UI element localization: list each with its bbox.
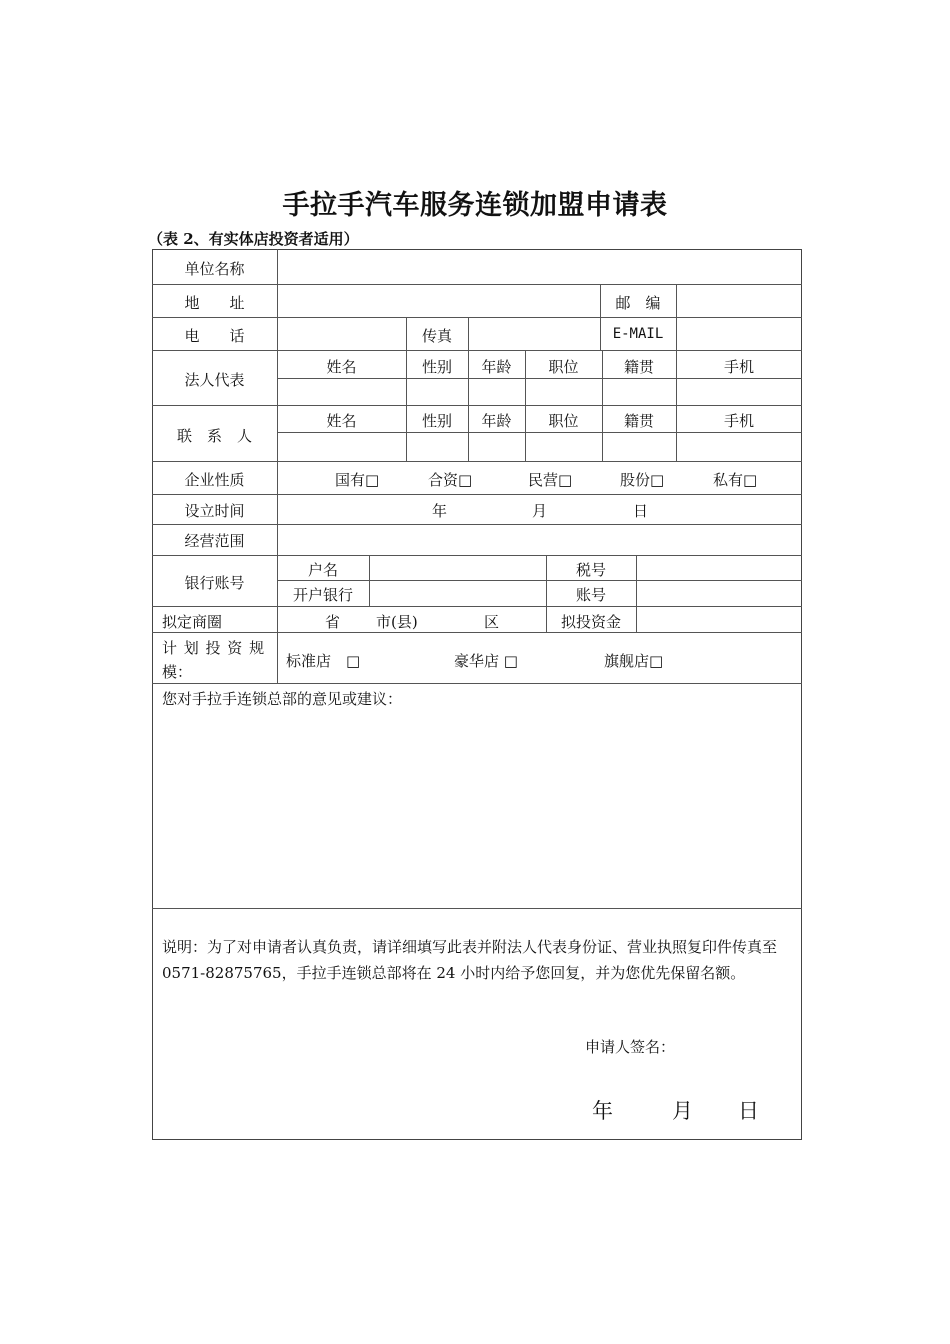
form-subtitle: （表 2、有实体店投资者适用） — [148, 230, 359, 248]
col-header-hometown: 籍贯 — [623, 412, 654, 430]
city-label: 市(县) — [376, 613, 418, 631]
address-label: 地 址 — [184, 294, 245, 312]
company-type-state-checkbox[interactable]: 国有□ — [335, 471, 380, 489]
bank-name-label: 开户银行 — [292, 586, 353, 604]
district-label: 区 — [484, 613, 500, 631]
planned-area-label: 拟定商圈 — [162, 613, 223, 631]
scale-deluxe-checkbox[interactable]: 豪华店 □ — [454, 652, 518, 670]
sign-month-label: 月 — [672, 1099, 693, 1123]
row-divider — [152, 683, 802, 684]
phone-label: 电 话 — [184, 327, 245, 345]
unit-name-label: 单位名称 — [184, 260, 245, 278]
row-divider — [152, 350, 802, 351]
scale-flagship-checkbox[interactable]: 旗舰店□ — [604, 652, 664, 670]
business-scope-label: 经营范围 — [184, 532, 245, 550]
col-header-mobile: 手机 — [723, 358, 754, 376]
col-header-gender: 性别 — [421, 358, 452, 376]
company-type-label: 企业性质 — [184, 471, 245, 489]
month-label: 月 — [532, 502, 548, 520]
col-header-position: 职位 — [548, 358, 579, 376]
day-label: 日 — [633, 502, 649, 520]
row-divider — [152, 494, 802, 495]
col-divider — [277, 249, 278, 683]
row-divider — [152, 555, 802, 556]
form-title: 手拉手汽车服务连锁加盟申请表 — [282, 190, 668, 221]
company-type-personal-checkbox[interactable]: 私有□ — [713, 471, 758, 489]
email-label: E-MAIL — [612, 326, 664, 342]
col-header-gender: 性别 — [421, 412, 452, 430]
bank-account-label: 银行账号 — [184, 574, 245, 592]
row-divider — [152, 461, 802, 462]
contact-label: 联 系 人 — [176, 427, 252, 445]
row-divider — [277, 432, 802, 433]
account-name-label: 户名 — [307, 561, 338, 579]
scale-standard-checkbox[interactable]: 标准店 □ — [286, 652, 361, 670]
row-divider — [152, 317, 802, 318]
col-header-hometown: 籍贯 — [623, 358, 654, 376]
opinion-label: 您对手拉手连锁总部的意见或建议： — [162, 690, 403, 708]
company-type-private-checkbox[interactable]: 民营□ — [528, 471, 573, 489]
sign-day-label: 日 — [738, 1099, 759, 1123]
fax-label: 传真 — [421, 327, 452, 345]
col-divider — [636, 555, 637, 632]
col-header-mobile: 手机 — [723, 412, 754, 430]
company-type-jv-checkbox[interactable]: 合资□ — [428, 471, 473, 489]
col-header-name: 姓名 — [326, 358, 357, 376]
row-divider — [152, 632, 802, 633]
province-label: 省 — [325, 613, 341, 631]
row-divider — [152, 405, 802, 406]
col-header-name: 姓名 — [326, 412, 357, 430]
tax-no-label: 税号 — [575, 561, 606, 579]
col-divider — [676, 284, 677, 405]
row-divider — [152, 524, 802, 525]
row-divider — [152, 606, 802, 607]
scale-label-line1: 计 划 投 资 规 — [162, 639, 266, 657]
col-header-age: 年龄 — [481, 412, 512, 430]
col-divider — [369, 555, 370, 606]
row-divider — [152, 284, 802, 285]
row-divider — [277, 580, 802, 581]
sign-year-label: 年 — [592, 1099, 613, 1123]
col-header-age: 年龄 — [481, 358, 512, 376]
scale-label-line2: 模： — [162, 663, 193, 681]
company-type-shareholding-checkbox[interactable]: 股份□ — [620, 471, 665, 489]
year-label: 年 — [432, 502, 448, 520]
col-divider — [468, 317, 469, 461]
legal-rep-label: 法人代表 — [184, 371, 245, 389]
established-label: 设立时间 — [184, 502, 245, 520]
postcode-label: 邮 编 — [615, 294, 661, 312]
account-no-label: 账号 — [575, 586, 606, 604]
row-divider — [277, 378, 802, 379]
signature-label: 申请人签名： — [585, 1038, 676, 1056]
planned-funds-label: 拟投资金 — [560, 613, 621, 631]
row-divider — [152, 908, 802, 909]
col-header-position: 职位 — [548, 412, 579, 430]
instruction-note: 说明：为了对申请者认真负责，请详细填写此表并附法人代表身份证、营业执照复印件传真至 0571-82875765，手拉手连锁总部将在 24 小时内给予您回复，并为您优先保留名额。 — [162, 938, 778, 982]
